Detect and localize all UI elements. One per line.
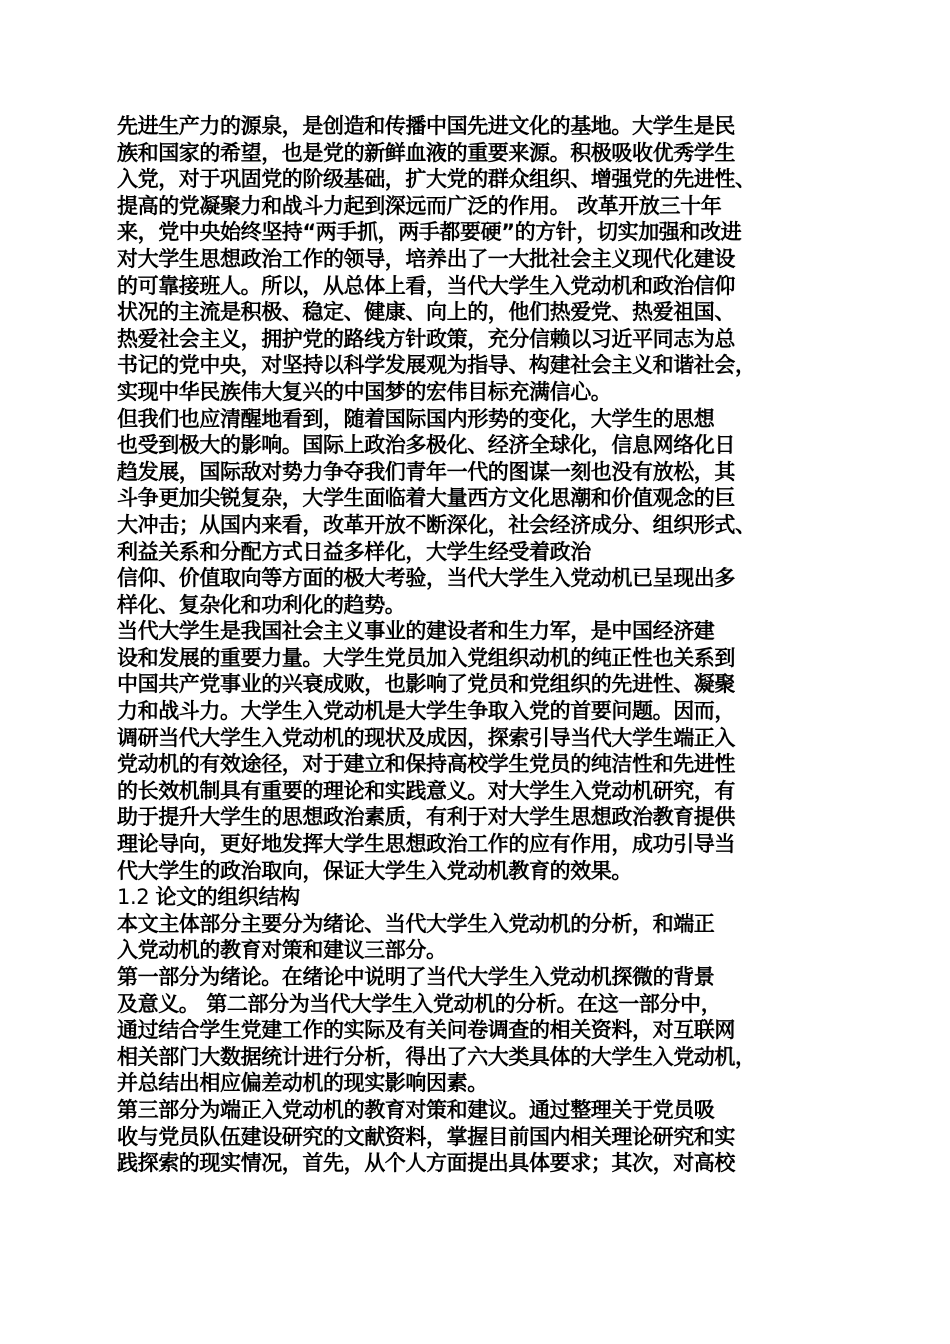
text-line: 状况的主流是积极、稳定、健康、向上的，他们热爱党、热爱祖国、 [117,300,735,325]
text-line: 本文主体部分主要分为绪论、当代大学生入党动机的分析，和端正 [117,911,715,936]
text-line: 调研当代大学生入党动机的现状及成因，探索引导当代大学生端正入 [117,725,735,750]
text-line: 通过结合学生党建工作的实际及有关问卷调查的相关资料，对互联网 [117,1018,735,1043]
text-line: 利益关系和分配方式日益多样化，大学生经受着政治 [117,539,591,564]
text-line: 也受到极大的影响。国际上政治多极化、经济全球化，信息网络化日 [117,433,735,458]
text-line: 及意义。 第二部分为当代大学生入党动机的分析。在这一部分中， [117,991,722,1016]
text-line: 热爱社会主义，拥护党的路线方针政策，充分信赖以习近平同志为总 [117,326,735,351]
text-line: 设和发展的重要力量。大学生党员加入党组织动机的纯正性也关系到 [117,645,735,670]
text-line: 样化、复杂化和功利化的趋势。 [117,592,406,617]
body-text [117,113,847,1177]
text-line: 力和战斗力。大学生入党动机是大学生争取入党的首要问题。因而， [117,699,735,724]
text-line: 当代大学生是我国社会主义事业的建设者和生力军，是中国经济建 [117,619,715,644]
text-line: 对大学生思想政治工作的领导，培养出了一大批社会主义现代化建设 [117,246,735,271]
text-line: 先进生产力的源泉，是创造和传播中国先进文化的基地。大学生是民 [117,114,735,138]
text-line: 的可靠接班人。所以，从总体上看，当代大学生入党动机和政治信仰 [117,273,735,298]
text-line: 相关部门大数据统计进行分析，得出了六大类具体的大学生入党动机， [117,1044,756,1069]
text-line: 斗争更加尖锐复杂，大学生面临着大量西方文化思潮和价值观念的巨 [117,486,735,511]
text-line: 收与党员队伍建设研究的文献资料，掌握目前国内相关理论研究和实 [117,1124,735,1149]
text-line: 书记的党中央，对坚持以科学发展观为指导、构建社会主义和谐社会， [117,353,756,378]
text-line: 趋发展，国际敌对势力争夺我们青年一代的图谋一刻也没有放松，其 [117,459,735,484]
text-line: 代大学生的政治取向，保证大学生入党动机教育的效果。 [117,858,632,883]
text-line: 并总结出相应偏差动机的现实影响因素。 [117,1071,488,1096]
section-heading [117,884,847,911]
text-line: 践探索的现实情况，首先，从个人方面提出具体要求；其次，对高校 [117,1151,735,1176]
text-line: 来，党中央始终坚持“两手抓，两手都要硬”的方针，切实加强和改进 [117,220,742,245]
text-line: 提高的党凝聚力和战斗力起到深远而广泛的作用。 改革开放三十年 [117,193,722,218]
section-number: 1.2 [117,885,156,910]
text-line: 助于提升大学生的思想政治素质，有利于对大学生思想政治教育提供 [117,805,735,830]
text-line: 入党，对于巩固党的阶级基础，扩大党的群众组织、增强党的先进性、 [117,167,756,192]
section-title: 论文的组织结构 [155,885,300,910]
text-line: 理论导向，更好地发挥大学生思想政治工作的应有作用，成功引导当 [117,832,735,857]
text-line: 大冲击；从国内来看，改革开放不断深化，社会经济成分、组织形式、 [117,512,756,537]
text-line: 实现中华民族伟大复兴的中国梦的宏伟目标充满信心。 [117,379,612,404]
text-line: 入党动机的教育对策和建议三部分。 [117,938,447,963]
text-line: 党动机的有效途径，对于建立和保持高校学生党员的纯洁性和先进性 [117,752,735,777]
text-line: 族和国家的希望，也是党的新鲜血液的重要来源。积极吸收优秀学生 [117,140,735,165]
text-line: 但我们也应清醒地看到，随着国际国内形势的变化，大学生的思想 [117,406,715,431]
text-line: 信仰、价值取向等方面的极大考验，当代大学生入党动机已呈现出多 [117,566,735,591]
text-line: 第一部分为绪论。在绪论中说明了当代大学生入党动机探微的背景 [117,965,715,989]
text-line: 的长效机制具有重要的理论和实践意义。对大学生入党动机研究，有 [117,778,735,803]
text-line: 中国共产党事业的兴衰成败，也影响了党员和党组织的先进性、凝聚 [117,672,735,697]
text-line: 第三部分为端正入党动机的教育对策和建议。通过整理关于党员吸 [117,1097,715,1122]
